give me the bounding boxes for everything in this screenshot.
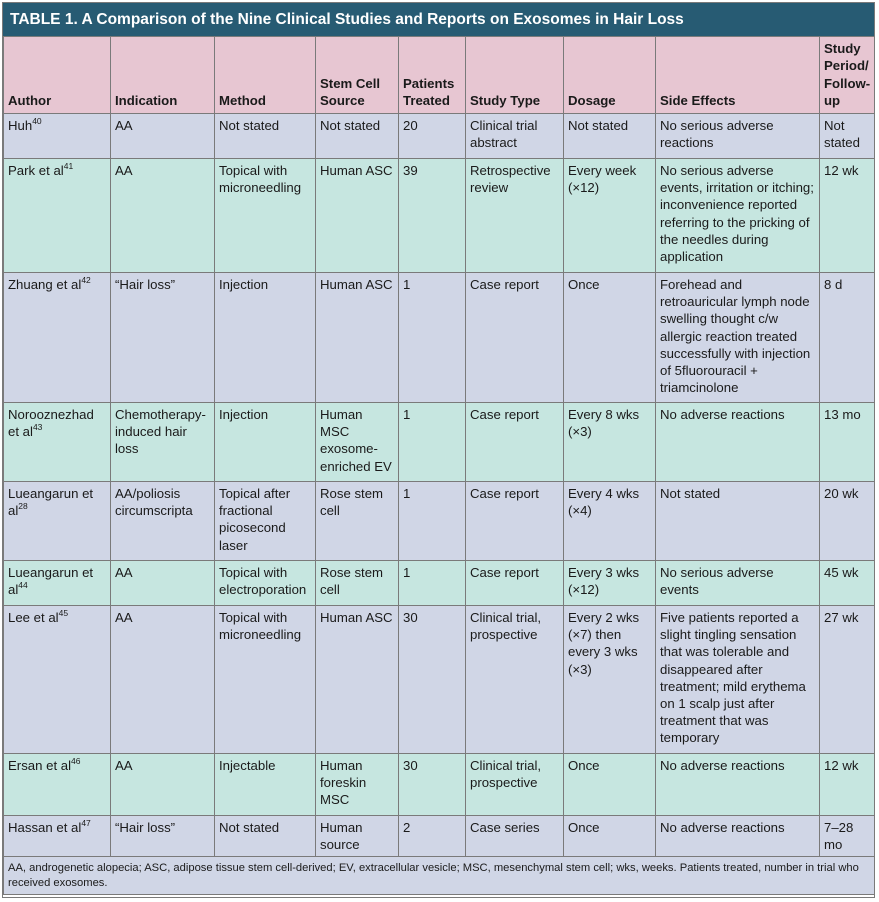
table-row — [4, 816, 875, 857]
cell-indication: AA — [111, 159, 215, 273]
cell-period: 45 wk — [820, 561, 875, 606]
cell-dosage: Once — [564, 754, 656, 816]
cell-study-type: Case report — [466, 403, 564, 482]
col-header-study-type: Study Type — [466, 37, 564, 114]
cell-patients: 1 — [399, 561, 466, 606]
table-body — [4, 114, 875, 857]
reference-number: 46 — [71, 756, 81, 766]
cell-author — [4, 159, 111, 273]
author-name: Lueangarun et al — [8, 486, 94, 519]
cell-study-type: Case report — [466, 482, 564, 561]
cell-side-effects: No adverse reactions — [656, 754, 820, 816]
author-name: Huh — [8, 118, 33, 133]
col-header-period: Study Period/ Follow-up — [820, 37, 875, 114]
author-name: Hassan et al — [8, 820, 82, 835]
reference-number: 43 — [32, 422, 43, 433]
footnote-row — [4, 857, 875, 895]
reference-number: 40 — [32, 116, 42, 126]
cell-side-effects: No adverse reactions — [656, 403, 820, 482]
cell-period: 7–28 mo — [820, 816, 875, 857]
reference-number: 47 — [81, 818, 91, 828]
reference-number: 45 — [58, 608, 69, 618]
cell-method: Topical with microneedling — [215, 606, 316, 754]
header-row — [4, 37, 875, 114]
cell-period: 12 wk — [820, 754, 875, 816]
cell-study-type: Case report — [466, 561, 564, 606]
cell-method: Not stated — [215, 816, 316, 857]
cell-dosage: Every 3 wks (×12) — [564, 561, 656, 606]
cell-source: Human MSC exosome-enriched EV — [316, 403, 399, 482]
cell-patients: 1 — [399, 403, 466, 482]
cell-author — [4, 606, 111, 754]
table-row — [4, 754, 875, 816]
cell-side-effects: No adverse reactions — [656, 816, 820, 857]
cell-patients: 39 — [399, 159, 466, 273]
cell-author — [4, 114, 111, 159]
cell-author — [4, 816, 111, 857]
cell-dosage: Once — [564, 816, 656, 857]
col-header-patients: Patients Treated — [399, 37, 466, 114]
cell-dosage: Every 2 wks (×7) then every 3 wks (×3) — [564, 606, 656, 754]
cell-patients: 20 — [399, 114, 466, 159]
cell-indication: AA — [111, 606, 215, 754]
author-name: Ersan et al — [8, 758, 72, 773]
cell-study-type: Clinical trial, prospective — [466, 754, 564, 816]
cell-author — [4, 482, 111, 561]
cell-source: Human ASC — [316, 273, 399, 403]
cell-period: 12 wk — [820, 159, 875, 273]
cell-study-type: Case series — [466, 816, 564, 857]
col-header-method: Method — [215, 37, 316, 114]
cell-author — [4, 273, 111, 403]
cell-author — [4, 403, 111, 482]
table-row — [4, 482, 875, 561]
cell-indication: “Hair loss” — [111, 816, 215, 857]
table-row — [4, 273, 875, 403]
author-name: Park et al — [8, 163, 64, 178]
cell-period: 13 mo — [820, 403, 875, 482]
cell-side-effects: No serious adverse reactions — [656, 114, 820, 159]
cell-side-effects: No serious adverse events — [656, 561, 820, 606]
cell-patients: 30 — [399, 754, 466, 816]
cell-source: Human source — [316, 816, 399, 857]
author-name: Norooznezhad et al — [8, 407, 94, 440]
cell-period: 8 d — [820, 273, 875, 403]
cell-source: Rose stem cell — [316, 482, 399, 561]
cell-source: Human foreskin MSC — [316, 754, 399, 816]
cell-patients: 1 — [399, 273, 466, 403]
reference-number: 28 — [18, 501, 28, 512]
author-name: Lueangarun et al — [8, 565, 94, 598]
cell-period: 20 wk — [820, 482, 875, 561]
cell-dosage: Not stated — [564, 114, 656, 159]
cell-source: Not stated — [316, 114, 399, 159]
reference-number: 41 — [63, 161, 74, 171]
reference-number: 42 — [81, 275, 91, 285]
cell-indication: AA — [111, 754, 215, 816]
table-figure — [2, 2, 875, 898]
author-name: Lee et al — [8, 610, 59, 625]
reference-number: 44 — [18, 580, 28, 591]
cell-side-effects: No serious adverse events, irritation or itching; inconvenience reported referring to the pricking of the needles during application — [656, 159, 820, 273]
col-header-side-effects: Side Effects — [656, 37, 820, 114]
cell-indication: Chemotherapy-induced hair loss — [111, 403, 215, 482]
author-name: Zhuang et al — [8, 277, 82, 292]
cell-method: Topical after fractional picosecond laser — [215, 482, 316, 561]
cell-dosage: Every week (×12) — [564, 159, 656, 273]
cell-method: Topical with microneedling — [215, 159, 316, 273]
cell-indication: AA/poliosis circumscripta — [111, 482, 215, 561]
cell-author — [4, 561, 111, 606]
table-row — [4, 159, 875, 273]
cell-indication: AA — [111, 114, 215, 159]
cell-side-effects: Five patients reported a slight tingling sensation that was tolerable and disappeared after treatment; mild erythema on 1 scalp just after treatment that was temporary — [656, 606, 820, 754]
cell-patients: 2 — [399, 816, 466, 857]
cell-indication: AA — [111, 561, 215, 606]
table-row — [4, 403, 875, 482]
cell-author — [4, 754, 111, 816]
table-row — [4, 114, 875, 159]
cell-period: 27 wk — [820, 606, 875, 754]
cell-method: Injection — [215, 403, 316, 482]
table-row — [4, 561, 875, 606]
cell-study-type: Clinical trial abstract — [466, 114, 564, 159]
comparison-table — [3, 36, 875, 895]
cell-side-effects: Forehead and retroauricular lymph node swelling thought c/w allergic reaction treated successfully with injection of 5fluorouracil + triamcinolone — [656, 273, 820, 403]
cell-method: Injection — [215, 273, 316, 403]
cell-study-type: Retrospective review — [466, 159, 564, 273]
cell-source: Rose stem cell — [316, 561, 399, 606]
cell-period: Not stated — [820, 114, 875, 159]
cell-patients: 30 — [399, 606, 466, 754]
cell-dosage: Every 4 wks (×4) — [564, 482, 656, 561]
cell-patients: 1 — [399, 482, 466, 561]
cell-indication: “Hair loss” — [111, 273, 215, 403]
table-title: TABLE 1. A Comparison of the Nine Clinical Studies and Reports on Exosomes in Hair Loss — [3, 3, 874, 36]
table-row — [4, 606, 875, 754]
cell-method: Topical with electroporation — [215, 561, 316, 606]
col-header-author: Author — [4, 37, 111, 114]
cell-dosage: Every 8 wks (×3) — [564, 403, 656, 482]
cell-dosage: Once — [564, 273, 656, 403]
cell-study-type: Clinical trial, prospective — [466, 606, 564, 754]
col-header-indication: Indication — [111, 37, 215, 114]
cell-source: Human ASC — [316, 606, 399, 754]
cell-method: Not stated — [215, 114, 316, 159]
cell-side-effects: Not stated — [656, 482, 820, 561]
cell-source: Human ASC — [316, 159, 399, 273]
table-footnote: AA, androgenetic alopecia; ASC, adipose tissue stem cell-derived; EV, extracellular vesicle; MSC, mesenchymal stem cell; wks, weeks. Patients treated, number in trial who received exosomes. — [4, 857, 875, 895]
col-header-source: Stem Cell Source — [316, 37, 399, 114]
col-header-dosage: Dosage — [564, 37, 656, 114]
cell-method: Injectable — [215, 754, 316, 816]
cell-study-type: Case report — [466, 273, 564, 403]
